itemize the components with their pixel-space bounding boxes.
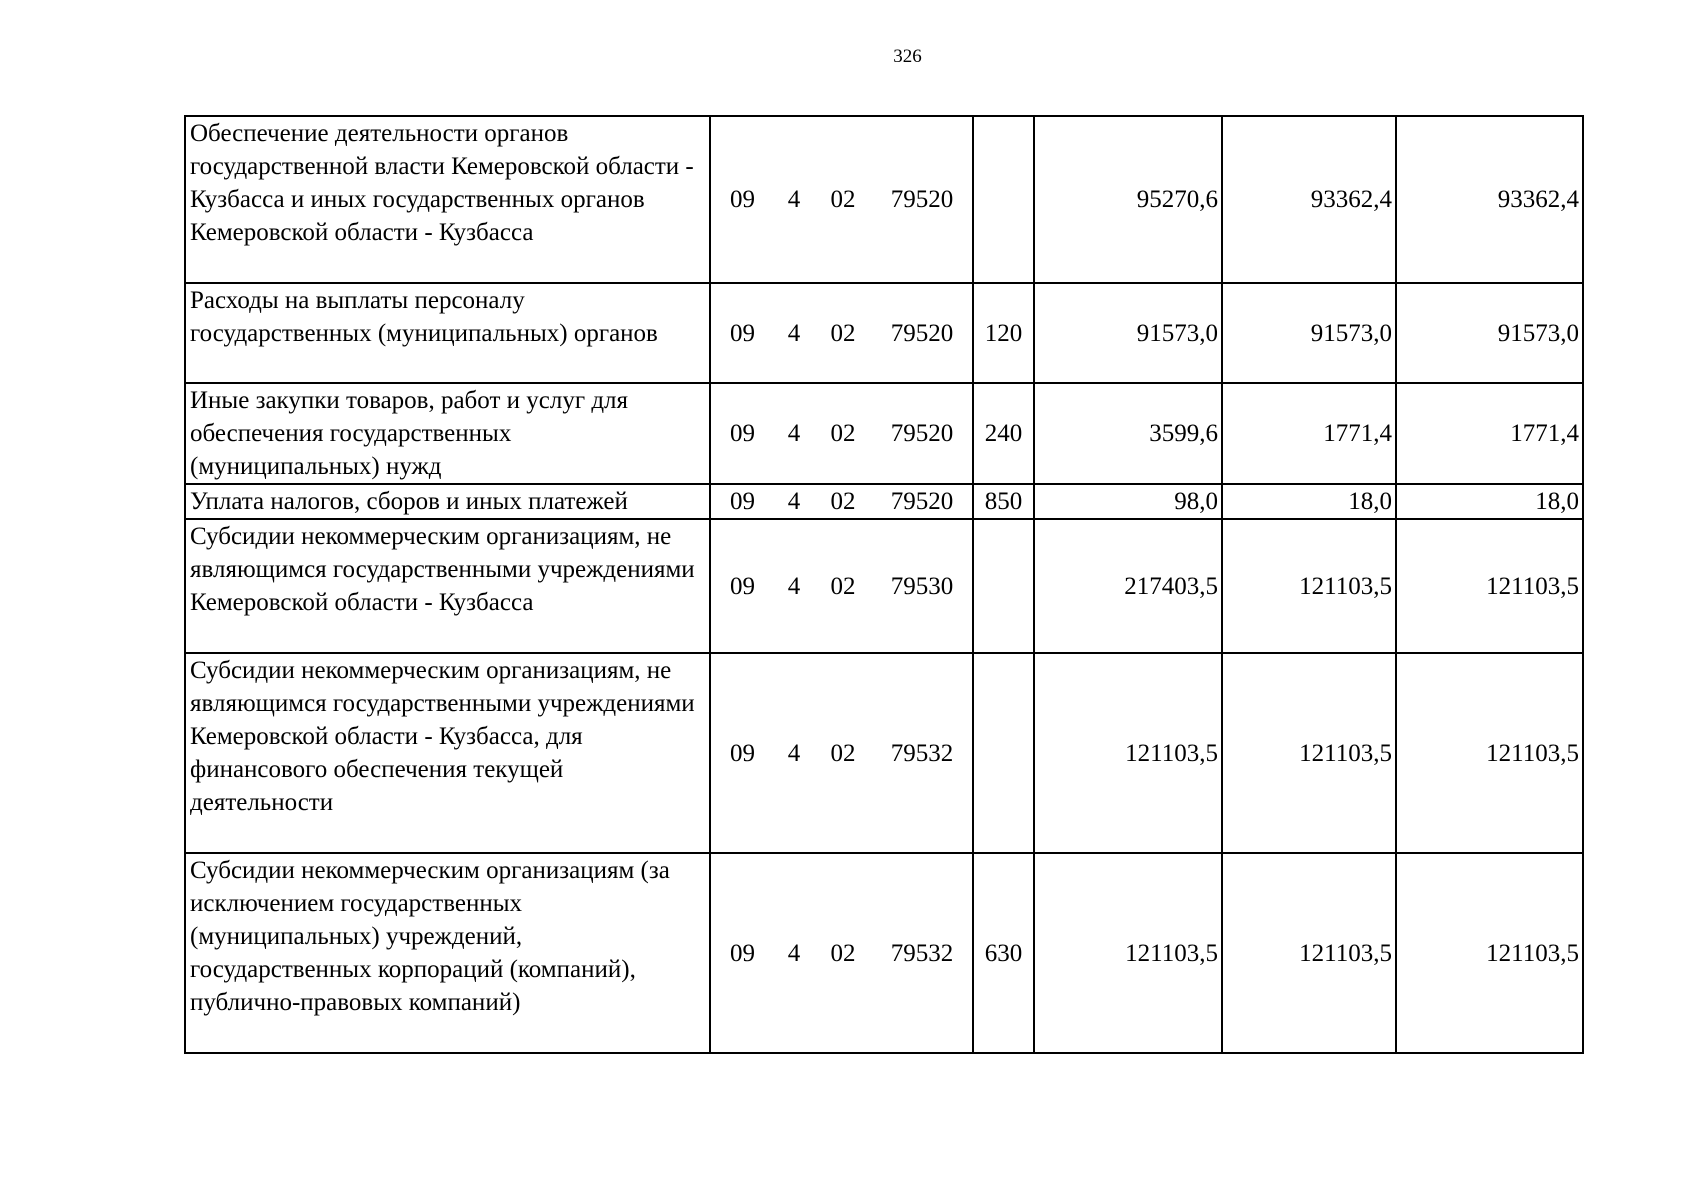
amount-year-1: 3599,6 — [1034, 383, 1222, 484]
subprogram-code: 02 — [830, 319, 856, 347]
amount-year-2: 18,0 — [1222, 484, 1396, 519]
expense-type-cell: 850 — [973, 484, 1034, 519]
amount-year-3: 121103,5 — [1396, 853, 1583, 1053]
section-code: 09 — [730, 186, 755, 213]
direction-code: 79532 — [890, 939, 954, 967]
amount-year-3: 93362,4 — [1396, 116, 1583, 283]
row-name: Субсидии некоммерческим организациям (за исключением государственных (муниципальных) учреждений, государственных корпораций (компаний), публично-правовых компаний) — [190, 857, 670, 1016]
table-row — [185, 116, 1583, 283]
table-row — [185, 653, 1583, 853]
program-code-cell — [710, 519, 973, 653]
amount-year-2: 121103,5 — [1222, 519, 1396, 653]
program-code: 4 — [787, 488, 801, 515]
amount-year-1: 121103,5 — [1034, 653, 1222, 853]
program-code: 4 — [787, 186, 801, 213]
expense-type-cell: 120 — [973, 283, 1034, 383]
direction-code: 79520 — [890, 488, 954, 515]
expense-type-cell — [973, 519, 1034, 653]
row-name: Субсидии некоммерческим организациям, не являющимся государственными учреждениями Кемеровской области - Кузбасса, для финансового обеспечения текущей деятельности — [190, 657, 695, 816]
table-row — [185, 283, 1583, 383]
expense-type-cell — [973, 653, 1034, 853]
amount-year-1: 91573,0 — [1034, 283, 1222, 383]
amount-year-2: 121103,5 — [1222, 653, 1396, 853]
amount-year-3: 1771,4 — [1396, 383, 1583, 484]
row-name-cell — [185, 653, 710, 853]
program-code-cell — [710, 383, 973, 484]
expense-type-cell: 630 — [973, 853, 1034, 1053]
page-number: 326 — [893, 46, 922, 67]
amount-year-3: 18,0 — [1396, 484, 1583, 519]
row-name: Уплата налогов, сборов и иных платежей — [190, 488, 628, 515]
program-code-cell — [710, 484, 973, 519]
row-name-cell — [185, 383, 710, 484]
expense-type-cell: 240 — [973, 383, 1034, 484]
row-name: Обеспечение деятельности органов государственной власти Кемеровской области - Кузбасса и иных государственных органов Кемеровской области - Кузбасса — [190, 120, 694, 246]
subprogram-code: 02 — [830, 572, 856, 600]
section-code: 09 — [730, 739, 755, 767]
section-code: 09 — [730, 319, 755, 347]
row-name-cell — [185, 116, 710, 283]
program-code: 4 — [787, 572, 801, 600]
amount-year-2: 1771,4 — [1222, 383, 1396, 484]
program-code: 4 — [787, 420, 801, 447]
row-name: Субсидии некоммерческим организациям, не являющимся государственными учреждениями Кемеровской области - Кузбасса — [190, 523, 695, 616]
table-row — [185, 383, 1583, 484]
expense-type-cell — [973, 116, 1034, 283]
program-code-cell — [710, 853, 973, 1053]
program-code-cell — [710, 283, 973, 383]
row-name: Расходы на выплаты персоналу государственных (муниципальных) органов — [190, 287, 658, 347]
amount-year-2: 93362,4 — [1222, 116, 1396, 283]
direction-code: 79530 — [890, 572, 954, 600]
amount-year-1: 98,0 — [1034, 484, 1222, 519]
row-name: Иные закупки товаров, работ и услуг для обеспечения государственных (муниципальных) нужд — [190, 387, 629, 480]
program-code: 4 — [787, 939, 801, 967]
section-code: 09 — [730, 420, 755, 447]
amount-year-3: 121103,5 — [1396, 519, 1583, 653]
amount-year-2: 91573,0 — [1222, 283, 1396, 383]
amount-year-2: 121103,5 — [1222, 853, 1396, 1053]
amount-year-3: 121103,5 — [1396, 653, 1583, 853]
subprogram-code: 02 — [830, 739, 856, 767]
amount-year-1: 217403,5 — [1034, 519, 1222, 653]
table-row — [185, 853, 1583, 1053]
budget-table — [184, 115, 1584, 1054]
subprogram-code: 02 — [830, 488, 856, 515]
table-row — [185, 484, 1583, 519]
table-row — [185, 519, 1583, 653]
section-code: 09 — [730, 939, 755, 967]
section-code: 09 — [730, 488, 755, 515]
row-name-cell — [185, 283, 710, 383]
subprogram-code: 02 — [830, 186, 856, 213]
section-code: 09 — [730, 572, 755, 600]
row-name-cell — [185, 484, 710, 519]
direction-code: 79520 — [890, 186, 954, 213]
row-name-cell — [185, 519, 710, 653]
amount-year-3: 91573,0 — [1396, 283, 1583, 383]
direction-code: 79520 — [890, 420, 954, 447]
program-code: 4 — [787, 319, 801, 347]
row-name-cell — [185, 853, 710, 1053]
direction-code: 79532 — [890, 739, 954, 767]
subprogram-code: 02 — [830, 939, 856, 967]
amount-year-1: 121103,5 — [1034, 853, 1222, 1053]
program-code-cell — [710, 116, 973, 283]
amount-year-1: 95270,6 — [1034, 116, 1222, 283]
program-code-cell — [710, 653, 973, 853]
subprogram-code: 02 — [830, 420, 856, 447]
direction-code: 79520 — [890, 319, 954, 347]
program-code: 4 — [787, 739, 801, 767]
